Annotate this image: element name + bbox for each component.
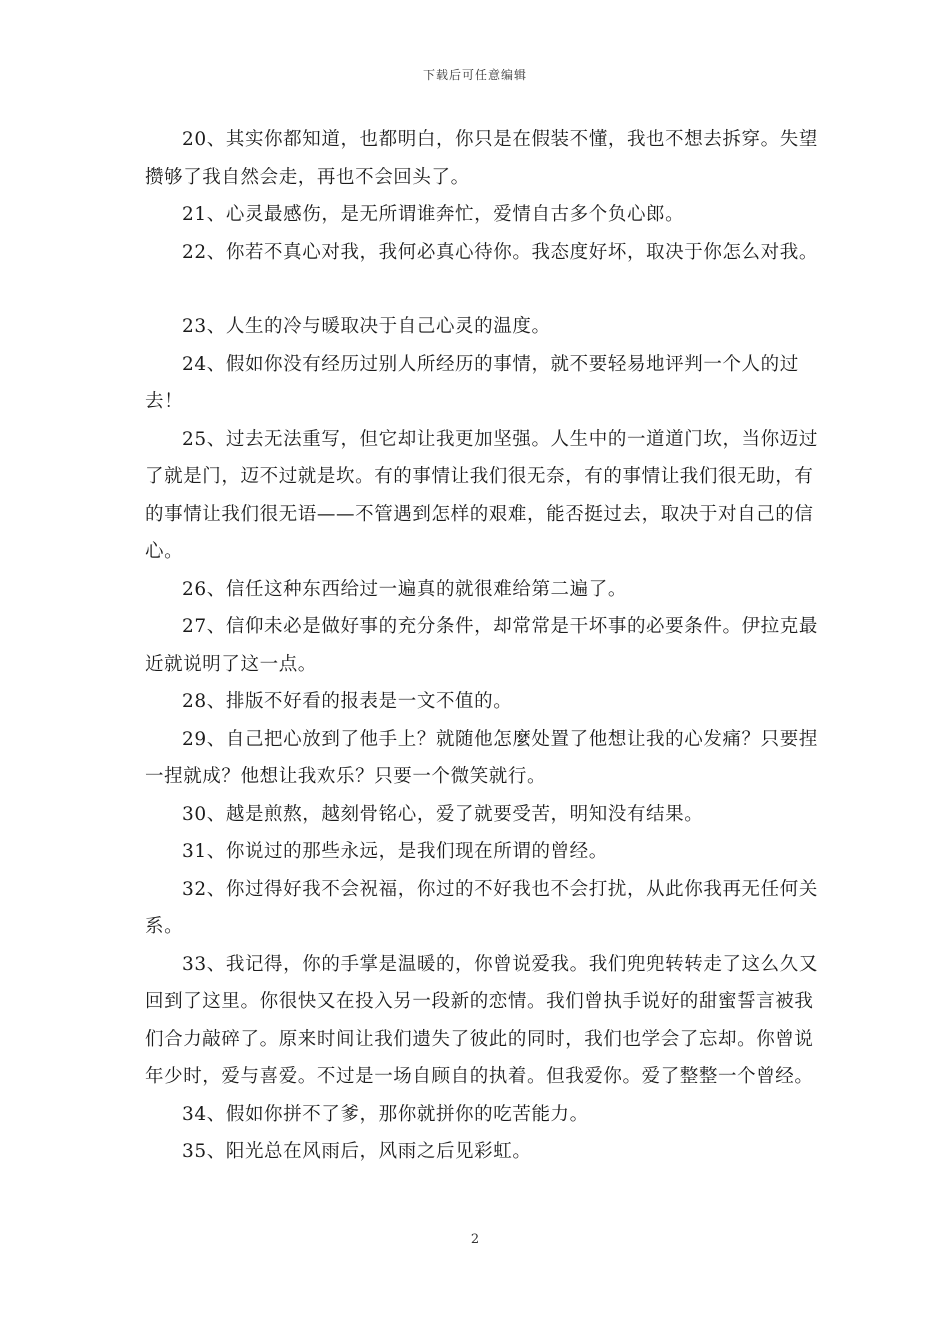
paragraph-34: 34、假如你拼不了爹，那你就拼你的吃苦能力。 (182, 1103, 589, 1125)
paragraph-23: 23、人生的冷与暖取决于自己心灵的温度。 (182, 316, 551, 337)
paragraph-33: 33、我记得，你的手掌是温暖的，你曾说爱我。我们兜兜转转走了这么久又回到了这里。你很快又在投入另一段新的恋情。我们曾执手说好的甜蜜誓言被我们合力敲碎了。原来时间让我们遗失了彼此的同时，我们也学会了忘却。你曾说年少时，爱与喜爱。不过是一场自顾自的执着。但我爱你。爱了整整一个曾经。 (145, 953, 818, 1087)
document-body (145, 121, 825, 1171)
paragraph-35: 35、阳光总在风雨后，风雨之后见彩虹。 (182, 1141, 532, 1162)
page-number: 2 (470, 1232, 480, 1247)
paragraph-21: 21、心灵最感伤，是无所谓谁奔忙，爱情自古多个负心郎。 (182, 204, 685, 225)
paragraph-24: 24、假如你没有经历过别人所经历的事情，就不要轻易地评判一个人的过去！ (145, 353, 799, 412)
paragraph-27: 27、信仰未必是做好事的充分条件，却常常是干坏事的必要条件。伊拉克最近就说明了这一点。 (145, 616, 818, 675)
paragraph-26: 26、信任这种东西给过一遍真的就很难给第二遍了。 (182, 578, 627, 600)
paragraph-30: 30、越是煎熬，越刻骨铭心，爱了就要受苦，明知没有结果。 (182, 803, 704, 825)
paragraph-22: 22、你若不真心对我，我何必真心待你。我态度好坏，取决于你怎么对我。 (182, 241, 818, 263)
page-header: 下载后可任意编辑 (422, 68, 527, 82)
paragraph-31: 31、你说过的那些永远，是我们现在所谓的曾经。 (182, 841, 608, 862)
paragraph-20: 20、其实你都知道，也都明白，你只是在假装不懂，我也不想去拆穿。失望攒够了我自然会走，再也不会回头了。 (145, 129, 818, 188)
paragraph-29: 29、自己把心放到了他手上？就随他怎麼处置了他想让我的心发痛？只要捏一捏就成？他想让我欢乐？只要一个微笑就行。 (145, 728, 818, 787)
paragraph-32: 32、你过得好我不会祝福，你过的不好我也不会打扰，从此你我再无任何关系。 (145, 878, 818, 937)
paragraph-28: 28、排版不好看的报表是一文不值的。 (182, 691, 513, 712)
paragraph-25: 25、过去无法重写，但它却让我更加坚强。人生中的一道道门坎，当你迈过了就是门，迈不过就是坎。有的事情让我们很无奈，有的事情让我们很无助，有的事情让我们很无语——不管遇到怎样的艰难，能否挺过去，取决于对自己的信心。 (145, 428, 818, 562)
